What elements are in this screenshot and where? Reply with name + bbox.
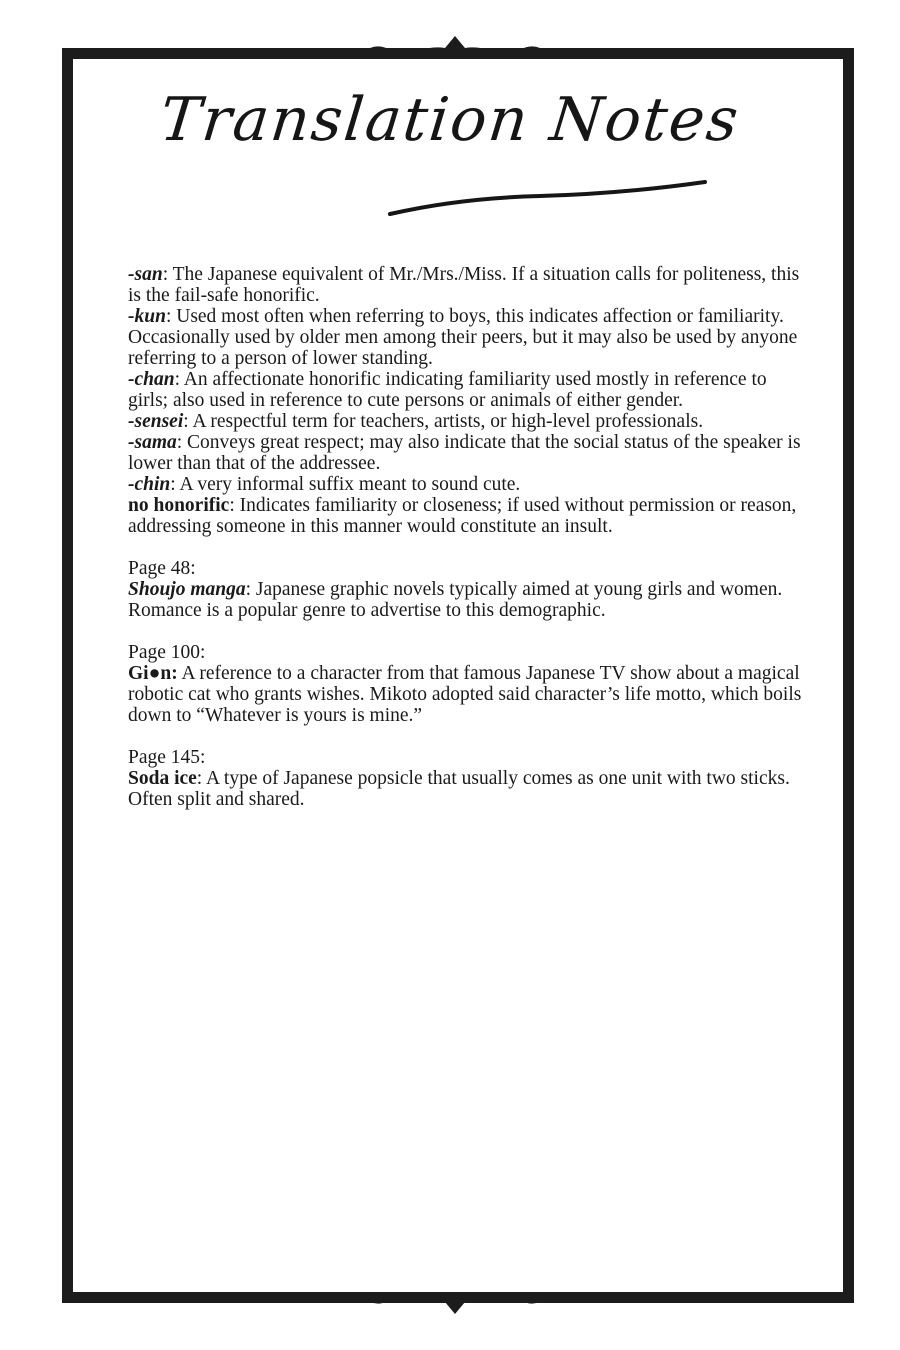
section-spacer bbox=[128, 726, 808, 747]
notes-entry bbox=[128, 768, 808, 810]
honorifics-term: -kun bbox=[128, 306, 166, 327]
honorifics-term: -chin bbox=[128, 474, 171, 495]
notes-definition: : A type of Japanese popsicle that usually comes as one unit with two sticks. Often split and shared. bbox=[128, 768, 790, 810]
section-spacer bbox=[128, 537, 808, 558]
title-underline-flourish bbox=[380, 176, 710, 226]
honorifics-entry bbox=[128, 306, 808, 369]
honorifics-entry bbox=[128, 495, 808, 537]
page-title: Translation Notes bbox=[156, 85, 744, 155]
page-reference: Page 100: bbox=[128, 642, 206, 663]
page-reference: Page 48: bbox=[128, 558, 196, 579]
page-notes-list bbox=[128, 537, 808, 810]
bottom-ornament bbox=[340, 1292, 570, 1314]
notes-term: Soda ice bbox=[128, 768, 197, 789]
honorifics-term: no honorific bbox=[128, 495, 230, 516]
honorifics-definition: : A respectful term for teachers, artists, or high-level professionals. bbox=[183, 411, 704, 432]
honorifics-entry bbox=[128, 411, 808, 432]
notes-body bbox=[128, 264, 808, 810]
honorifics-entry bbox=[128, 369, 808, 411]
notes-term: Gi●n: bbox=[128, 663, 178, 684]
honorifics-term: -chan bbox=[128, 369, 175, 390]
notes-definition: A reference to a character from that famous Japanese TV show about a magical robotic cat who grants wishes. Mikoto adopted said character’s life motto, which boils down to “Whatever is yours is mine.” bbox=[128, 663, 802, 726]
honorifics-term: -san bbox=[128, 264, 163, 285]
notes-definition: : Japanese graphic novels typically aimed at young girls and women. Romance is a popular genre to advertise to this demographic. bbox=[128, 579, 783, 621]
honorifics-entry bbox=[128, 264, 808, 306]
section-spacer bbox=[128, 621, 808, 642]
honorifics-entry bbox=[128, 432, 808, 474]
honorifics-definition: : Indicates familiarity or closeness; if used without permission or reason, addressing someone in this manner would constitute an insult. bbox=[128, 495, 797, 537]
honorifics-term: -sama bbox=[128, 432, 177, 453]
honorifics-definition: : The Japanese equivalent of Mr./Mrs./Miss. If a situation calls for politeness, this is the fail-safe honorific. bbox=[128, 264, 800, 306]
page-reference: Page 145: bbox=[128, 747, 206, 768]
honorifics-list bbox=[128, 264, 808, 537]
notes-term: Shoujo manga bbox=[128, 579, 246, 600]
notes-entry bbox=[128, 663, 808, 726]
honorifics-term: -sensei bbox=[128, 411, 184, 432]
honorifics-definition: : Conveys great respect; may also indicate that the social status of the speaker is lower than that of the addressee. bbox=[128, 432, 801, 474]
honorifics-entry bbox=[128, 474, 808, 495]
honorifics-definition: : Used most often when referring to boys, this indicates affection or familiarity. Occasionally used by older men among their peers, but it may also be used by anyone referring to a person of lower standing. bbox=[128, 306, 798, 369]
notes-entry bbox=[128, 579, 808, 621]
honorifics-definition: : An affectionate honorific indicating familiarity used mostly in reference to girls; also used in reference to cute persons or animals of either gender. bbox=[128, 369, 767, 411]
honorifics-definition: : A very informal suffix meant to sound cute. bbox=[170, 474, 521, 495]
